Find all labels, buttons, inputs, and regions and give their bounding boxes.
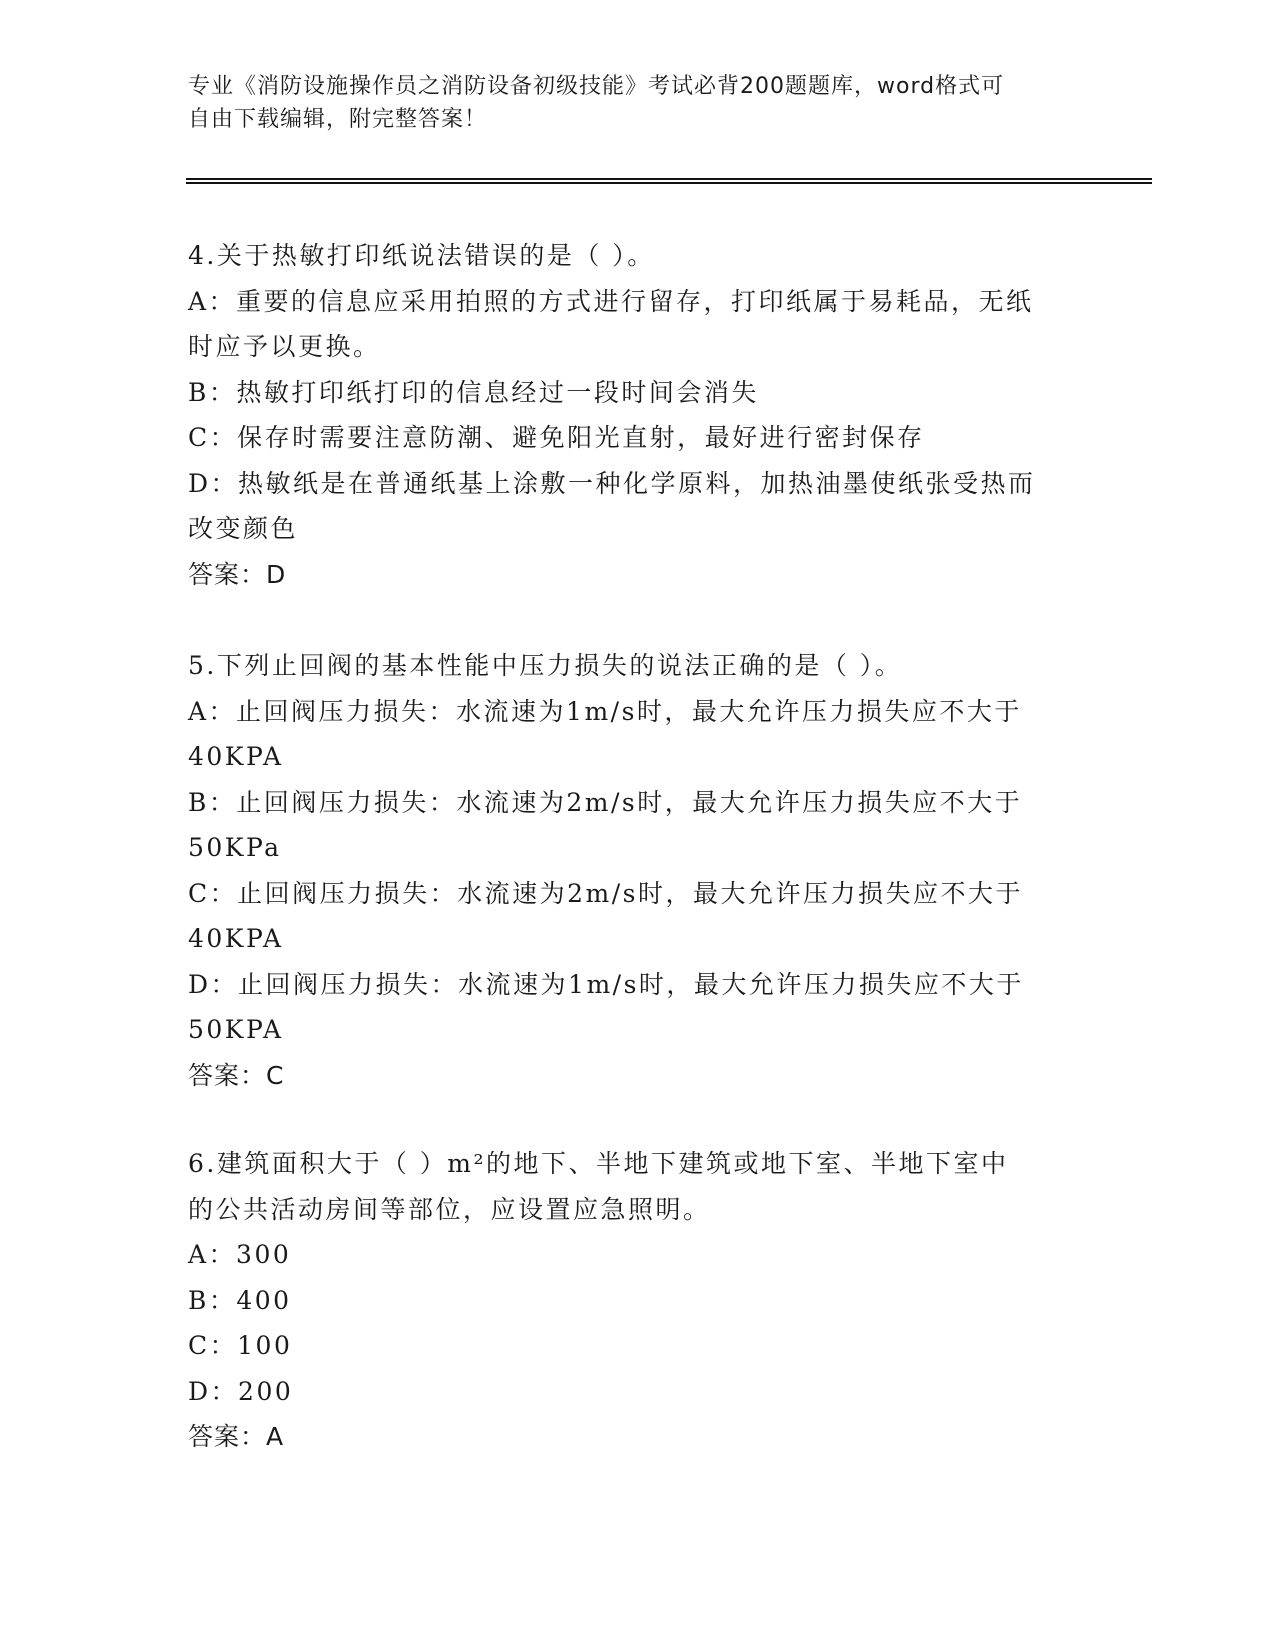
- option-a-continued: 40KPA: [188, 742, 284, 771]
- answer-line: 答案：C: [188, 1060, 285, 1090]
- option-a: A：300: [188, 1240, 292, 1269]
- option-c: C：止回阀压力损失：水流速为2m/s时，最大允许压力损失应不大于: [188, 878, 1023, 908]
- option-b: B：热敏打印纸打印的信息经过一段时间会消失: [188, 377, 759, 407]
- option-d: D：止回阀压力损失：水流速为1m/s时，最大允许压力损失应不大于: [188, 969, 1024, 999]
- question-5: [188, 643, 1088, 1098]
- header-line-1: 专业《消防设施操作员之消防设备初级技能》考试必背200题题库，word格式可: [188, 74, 1005, 99]
- option-c: C：保存时需要注意防潮、避免阳光直射，最好进行密封保存: [188, 423, 925, 452]
- question-stem: 6.建筑面积大于（ ）m²的地下、半地下建筑或地下室、半地下室中: [188, 1149, 1009, 1178]
- answer-line: 答案：A: [188, 1422, 285, 1451]
- option-a: A：止回阀压力损失：水流速为1m/s时，最大允许压力损失应不大于: [188, 696, 1022, 726]
- question-stem-continued: 的公共活动房间等部位，应设置应急照明。: [188, 1194, 711, 1224]
- option-d-continued: 改变颜色: [188, 514, 299, 543]
- question-6: [188, 1141, 1088, 1460]
- question-4: [188, 233, 1088, 597]
- option-a-continued: 时应予以更换。: [188, 332, 381, 361]
- question-stem: 5.下列止回阀的基本性能中压力损失的说法正确的是（ ）。: [188, 651, 903, 680]
- option-b: B：止回阀压力损失：水流速为2m/s时，最大允许压力损失应不大于: [188, 787, 1023, 817]
- option-b-continued: 50KPa: [188, 833, 282, 862]
- option-c: C：100: [188, 1331, 293, 1360]
- option-d-continued: 50KPA: [188, 1015, 284, 1044]
- header-divider-bottom: [186, 182, 1152, 184]
- header-divider-top: [186, 178, 1152, 180]
- header-line-2: 自由下载编辑，附完整答案！: [188, 107, 488, 132]
- option-a: A：重要的信息应采用拍照的方式进行留存，打印纸属于易耗品，无纸: [188, 286, 1034, 316]
- document-header: [188, 70, 1088, 136]
- answer-line: 答案：D: [188, 559, 287, 589]
- option-d: D：热敏纸是在普通纸基上涂敷一种化学原料，加热油墨使纸张受热而: [188, 468, 1036, 498]
- question-stem: 4.关于热敏打印纸说法错误的是（ ）。: [188, 241, 655, 270]
- option-d: D：200: [188, 1376, 294, 1406]
- option-b: B：400: [188, 1285, 292, 1315]
- option-c-continued: 40KPA: [188, 924, 284, 953]
